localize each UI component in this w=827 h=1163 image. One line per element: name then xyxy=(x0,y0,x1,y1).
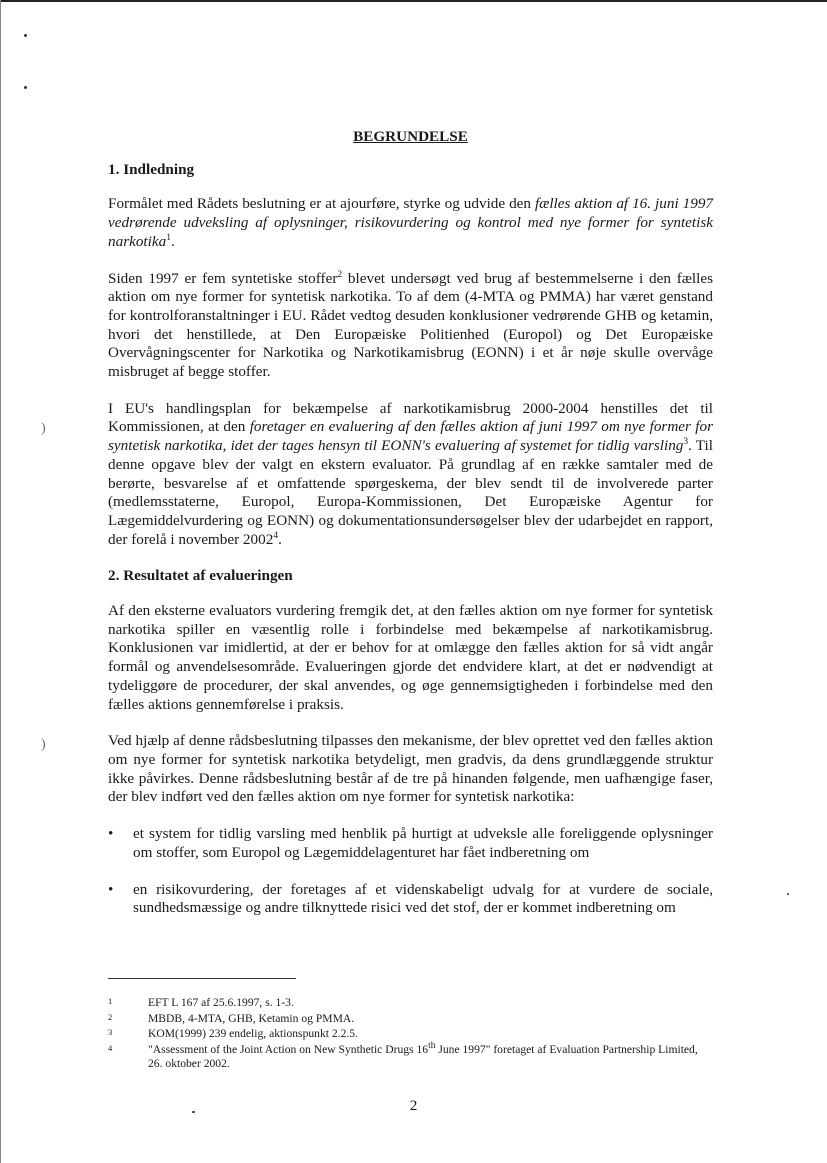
list-item: • et system for tidlig varsling med henblik på hurtigt at udveksle alle foreliggende oplysninger om stoffer, som Europol og Lægemiddelagenturet har fået indberetning om xyxy=(108,825,713,862)
paragraph-substances: Siden 1997 er fem syntetiske stoffer$^2$ blevet undersøgt ved brug af bestemmelserne i den fælles aktion om nye former for syntetisk narkotika. To af dem (4-MTA og PMMA) har været genstand for kontrolforanstaltninger i EU. Rådet vedtog desuden konklusioner vedrørende GHB og ketamin, hvori det henstillede, at Den Europæiske Politienhed (Europol) og Det Europæiske Overvågningscenter for Narkotika og Narkotikamisbrug (EONN) i et år nøje skulle overvåge misbruget af begge stoffer. xyxy=(108,269,713,381)
margin-parenthesis: ) xyxy=(41,421,46,436)
footnote-number: 1 xyxy=(108,996,113,1006)
list-item: • en risikovurdering, der foretages af et videnskabeligt udvalg for at vurdere de sociale, sundhedsmæssige og andre tilknyttede risici ved det stof, der er kommet indberetning om xyxy=(108,881,713,918)
footnote-text: "Assessment of the Joint Action on New Synthetic Drugs 16th June 1997" foretaget af Evaluation Partnership Limited, 26. oktober 2002. xyxy=(148,1040,698,1071)
footnote xyxy=(108,996,713,1011)
footnote-text: KOM(1999) 239 endelig, aktionspunkt 2.2.5. xyxy=(148,1027,358,1041)
evaluation-quote: foretager en evaluering af den fælles aktion af juni 1997 om nye former for syntetisk narkotika, idet der tages hensyn til EONN's evaluering af systemet for tidlig varsling xyxy=(108,418,714,455)
footnote-ref-1: 1 xyxy=(166,232,171,243)
paragraph-evaluation-result: Af den eksterne evaluators vurdering fremgik det, at den fælles aktion om nye former for syntetisk narkotika spiller en væsentlig rolle i forbindelse med bekæmpelse af narkotikamisbrug. Konklusionen var imidlertid, at der er behov for at omlægge den fælles aktion for så vidt angår formål og anvendelsesområde. Evalueringen gjorde det endvidere klart, at det er nødvendigt at tydeliggøre de procedurer, der skal anvendes, og øge gennemsigtigheden i forbindelse med den fælles aktions gennemførelse i praksis. xyxy=(108,602,713,713)
footnote-number: 2 xyxy=(108,1011,113,1022)
footnote xyxy=(108,1040,713,1072)
section-heading-1: 1. Indledning xyxy=(108,160,195,178)
document-body xyxy=(108,128,713,936)
margin-parenthesis: ) xyxy=(41,737,46,752)
phase-list xyxy=(108,825,713,918)
footnote-separator xyxy=(108,978,296,979)
paragraph-purpose: Formålet med Rådets beslutning er at ajourføre, styrke og udvide den fælles aktion af 16. juni 1997 vedrørende udveksling af oplysninger, risikovurdering og kontrol med nye former for syntetisk narkotika$^1$. xyxy=(108,195,714,250)
footnote xyxy=(108,1027,713,1042)
paragraph-action-plan: I EU's handlingsplan for bekæmpelse af narkotikamisbrug 2000-2004 henstilles det til Kommissionen, at den foretager en evaluering af den fælles aktion af juni 1997 om nye former for syntetisk narkotika, idet der tages hensyn til EONN's evaluering af systemet for tidlig varsling$^3$. Til denne opgave blev der valgt en ekstern evaluator. På grundlag af en række samtaler med de berørte, besvarelse af et omfattende spørgeskema, der blev sendt til de involverede parter (medlemsstaterne, Europol, Europa-Kommissionen, Det Europæiske Agentur for Lægemiddelvurdering og EONN) og dokumentationsundersøgelser blev der udarbejdet en rapport, der forelå i november 2002$^4$. xyxy=(108,399,714,548)
scan-speck xyxy=(24,86,27,89)
footnote-text: MBDB, 4-MTA, GHB, Ketamin og PMMA. xyxy=(148,1011,355,1025)
section-heading-2: 2. Resultatet af evalueringen xyxy=(108,567,293,585)
footnote-ref-3: 3 xyxy=(683,437,689,448)
footnote-text: EFT L 167 af 25.6.1997, s. 1-3. xyxy=(148,996,294,1009)
footnote-ref-2: 2 xyxy=(337,269,343,280)
left-border-line xyxy=(0,0,1,1163)
paragraph-mechanism: Ved hjælp af denne rådsbeslutning tilpasses den mekanisme, der blev oprettet ved den fælles aktion om nye former for syntetisk narkotika betydeligt, men gradvis, da dens grundlæggende struktur ikke påvirkes. Denne rådsbeslutning består af de tre på hinanden følgende, men uafhængige faser, der blev indført ved den fælles aktion om nye former for syntetisk narkotika: xyxy=(108,732,713,806)
footnotes xyxy=(108,996,713,1073)
footnote-number: 3 xyxy=(108,1027,113,1038)
scan-speck xyxy=(787,893,789,895)
scan-speck xyxy=(24,34,27,37)
footnote-number: 4 xyxy=(108,1042,113,1053)
page-number: 2 xyxy=(409,1097,418,1114)
joint-action-title: fælles aktion af 16. juni 1997 vedrørende udveksling af oplysninger, risikovurdering og kontrol med nye former for syntetisk narkotika xyxy=(108,195,714,250)
top-border-line xyxy=(0,0,827,2)
footnote-ref-4: 4 xyxy=(273,530,279,541)
page-title: BEGRUNDELSE xyxy=(353,128,468,145)
footnote xyxy=(108,1012,713,1027)
